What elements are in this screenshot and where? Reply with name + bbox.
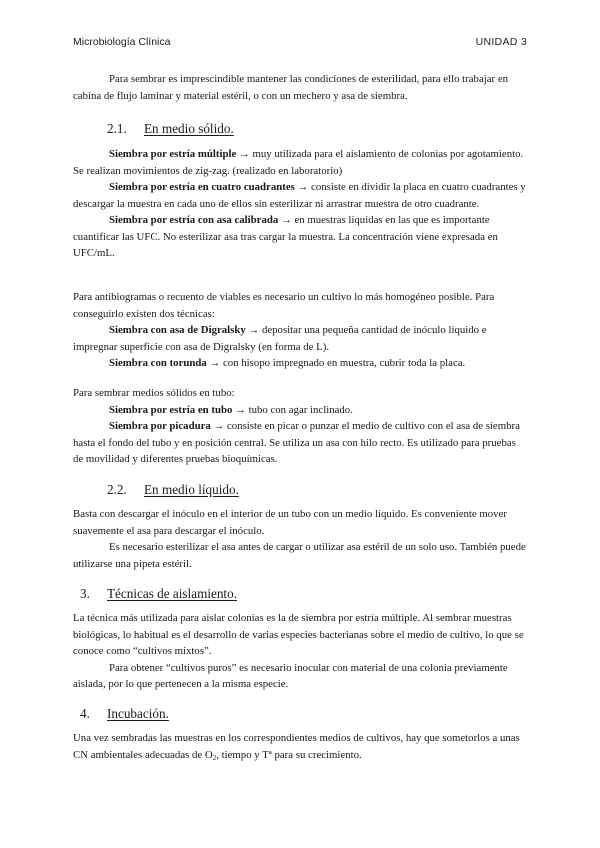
section-2-1-list [73,146,527,262]
technique-item: Siembra con torunda → con hisopo impregnado en muestra, cubrir toda la placa. [109,357,466,369]
technique-item: Siembra por estría en cuatro cuadrantes → consiste en dividir la placa en cuatro cuadrantes y descargar la muestra en cada uno de ellos sin esterilizar ni arrastrar muestra de otro cuadrante. [73,181,526,210]
section-3-body: La técnica más utilizada para aislar colonias es la de siembra por estría múltiple. Al sembrar muestras biológicas, lo habitual es el desarrollo de varias especies bacterianas sobre el medio de cultivo, lo que se conoce como “cultivos mixtos”. Para obtener “cultivos puros” es necesario inocular con material de una colonia previamente aislada, por lo que pertenecen a la misma especie. [73,612,524,690]
header-subject: Microbiología Clínica [73,36,171,48]
antibiogram-paragraph: Para antibiogramas o recuento de viables es necesario un cultivo lo más homogéneo posible. Para conseguirlo existen dos técnicas: Siembra con asa de Digralsky → depositar una pequeña cantidad de inóculo líquido e impregnar superficie con asa de Digralsky (en forma de L). Siembra con torunda → con hisopo impregnado en muestra, cubrir toda la placa. [73,289,527,372]
technique-item: Siembra con asa de Digralsky → depositar una pequeña cantidad de inóculo líquido e impregnar superficie con asa de Digralsky (en forma de L). [73,324,487,353]
section-number: 2.1. [107,121,127,136]
tube-paragraph: Para sembrar medios sólidos en tubo: Siembra por estría en tubo → tubo con agar inclinado. Siembra por picadura → consiste en picar o punzar el medio de cultivo con el asa de siembra hasta el fondo del tubo y en posición central. Se utiliza un asa con hilo recto. Es utilizado para pruebas de movilidad y diferentes pruebas bioquímicas. [73,385,527,468]
technique-item: Siembra por estría con asa calibrada → en muestras líquidas en las que es importante cuantificar las UFC. No esterilizar asa tras cargar la muestra. La concentración viene expresada en UFC/mL. [73,214,498,259]
section-number: 2.2. [107,482,127,497]
section-title: En medio líquido. [144,482,239,497]
section-2-2-body: Basta con descargar el inóculo en el interior de un tubo con un medio líquido. Es conveniente mover suavemente el asa para descargar el inóculo. Es necesario esterilizar el asa antes de cargar o utilizar asa estéril de un solo uso. También puede utilizarse una pipeta estéril. [73,508,526,570]
section-number: 3. [80,586,90,601]
section-title: En medio sólido. [144,121,234,136]
section-number: 4. [80,706,90,721]
header-unit: UNIDAD 3 [475,36,527,48]
section-4-body: Una vez sembradas las muestras en los correspondientes medios de cultivos, hay que sometorlos a unas CN ambientales adecuadas de $O_2$, tiempo y Tª para su crecimiento. [73,732,520,762]
section-title: Técnicas de aislamiento. [107,586,237,601]
technique-item: Siembra por estría múltiple → muy utilizada para el aislamiento de colonias por agotamiento. Se realizan movimientos de zig-zag. (realizado en laboratorio) [73,148,524,177]
technique-item: Siembra por picadura → consiste en picar o punzar el medio de cultivo con el asa de siembra hasta el fondo del tubo y en posición central. Se utiliza un asa con hilo recto. Es utilizado para pruebas de movilidad y diferentes pruebas bioquímicas. [73,420,520,465]
intro-paragraph: Para sembrar es imprescindible mantener las condiciones de esterilidad, para ello trabajar en cabina de flujo laminar y material estéril, o con un mechero y asa de siembra. [73,73,509,102]
technique-item: Siembra por estría en tubo → tubo con agar inclinado. [109,403,353,416]
section-title: Incubación. [107,706,169,721]
